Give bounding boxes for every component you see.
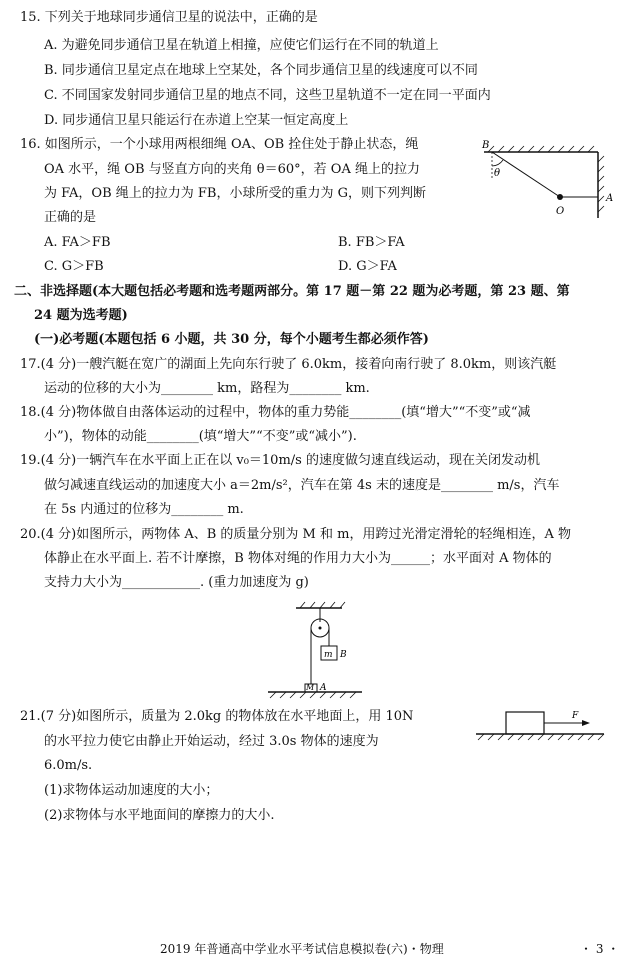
- q18-line2: 小”)，物体的动能________(填“增大”“不变”或“减小”).: [44, 429, 357, 444]
- q16-label-a: A: [606, 193, 614, 204]
- q21-block-diagram: [472, 700, 612, 750]
- q20-pulley-diagram: [258, 600, 368, 700]
- q15-option-c[interactable]: C. 不同国家发射同步通信卫星的地点不同，这些卫星轨道不一定在同一平面内: [44, 88, 491, 103]
- q16-label-b: B: [482, 140, 490, 151]
- q16-stem-line2: OA 水平，绳 OB 与竖直方向的夹角 θ＝60°，若 OA 绳上的拉力: [44, 162, 420, 177]
- q16-rope-diagram: [478, 138, 618, 228]
- page-number: ・ 3 ・: [580, 942, 620, 956]
- q19-line1: 19.(4 分)一辆汽车在水平面上正在以 v₀＝10m/s 的速度做匀速直线运动，现在关闭发动机: [20, 453, 540, 468]
- section2-subheading: (一)必考题(本题包括 6 小题，共 30 分，每个小题考生都必须作答): [34, 332, 429, 347]
- q21-part2: (2)求物体与水平地面间的摩擦力的大小.: [44, 808, 275, 823]
- section2-heading: 二、非选择题(本大题包括必考题和选考题两部分。第 17 题－第 22 题为必考题，第 23 题、第: [14, 284, 570, 299]
- q21-part1: (1)求物体运动加速度的大小；: [44, 783, 219, 798]
- q21-line1: 21.(7 分)如图所示，质量为 2.0kg 的物体放在水平地面上，用 10N: [20, 709, 414, 724]
- q20-line1: 20.(4 分)如图所示，两物体 A、B 的质量分别为 M 和 m，用跨过光滑定滑轮的轻绳相连，A 物: [20, 527, 571, 542]
- q21-line2: 的水平拉力使它由静止开始运动，经过 3.0s 物体的速度为: [44, 734, 379, 749]
- q21-line3: 6.0m/s.: [44, 758, 93, 773]
- q15-stem: 15. 下列关于地球同步通信卫星的说法中，正确的是: [20, 10, 318, 25]
- footer-title: 2019 年普通高中学业水平考试信息模拟卷(六)・物理: [160, 942, 444, 956]
- q17-line1: 17.(4 分)一艘汽艇在宽广的湖面上先向东行驶了 6.0km，接着向南行驶了 8.0km，则该汽艇: [20, 357, 557, 372]
- q20-line3: 支持力大小为____________. (重力加速度为 g): [44, 575, 309, 590]
- q20-label-a: A: [320, 683, 327, 693]
- q16-option-c[interactable]: C. G＞FB: [44, 259, 104, 274]
- q20-label-b: B: [340, 650, 347, 660]
- q16-stem-line4: 正确的是: [44, 210, 97, 225]
- q17-line2: 运动的位移的大小为________ km，路程为________ km.: [44, 381, 370, 396]
- q16-option-a[interactable]: A. FA＞FB: [44, 235, 111, 250]
- q19-line3: 在 5s 内通过的位移为________ m.: [44, 502, 244, 517]
- q15-option-b[interactable]: B. 同步通信卫星定点在地球上空某处，各个同步通信卫星的线速度可以不同: [44, 63, 478, 78]
- q21-label-f: F: [572, 711, 579, 721]
- q19-line2: 做匀减速直线运动的加速度大小 a＝2m/s²，汽车在第 4s 末的速度是________ m/s，汽车: [44, 478, 560, 493]
- q18-line1: 18.(4 分)物体做自由落体运动的过程中，物体的重力势能________(填“增大”“不变”或“减: [20, 405, 531, 420]
- q15-option-a[interactable]: A. 为避免同步通信卫星在轨道上相撞，应使它们运行在不同的轨道上: [44, 38, 439, 53]
- q20-line2: 体静止在水平面上. 若不计摩擦，B 物体对绳的作用力大小为______；水平面对 A 物体的: [44, 551, 552, 566]
- q16-option-d[interactable]: D. G＞FA: [338, 259, 397, 274]
- q16-label-theta: θ: [494, 168, 501, 179]
- q16-label-o: O: [556, 206, 565, 217]
- q16-option-b[interactable]: B. FB＞FA: [338, 235, 405, 250]
- q16-stem-line1: 16. 如图所示，一个小球用两根细绳 OA、OB 拴住处于静止状态，绳: [20, 137, 419, 152]
- q16-stem-line3: 为 FA，OB 绳上的拉力为 FB，小球所受的重力为 G，则下列判断: [44, 186, 426, 201]
- section2-heading-cont: 24 题为选考题): [34, 308, 128, 323]
- q20-label-mm: M: [306, 683, 315, 692]
- q15-option-d[interactable]: D. 同步通信卫星只能运行在赤道上空某一恒定高度上: [44, 113, 349, 128]
- q20-label-m: m: [324, 650, 333, 660]
